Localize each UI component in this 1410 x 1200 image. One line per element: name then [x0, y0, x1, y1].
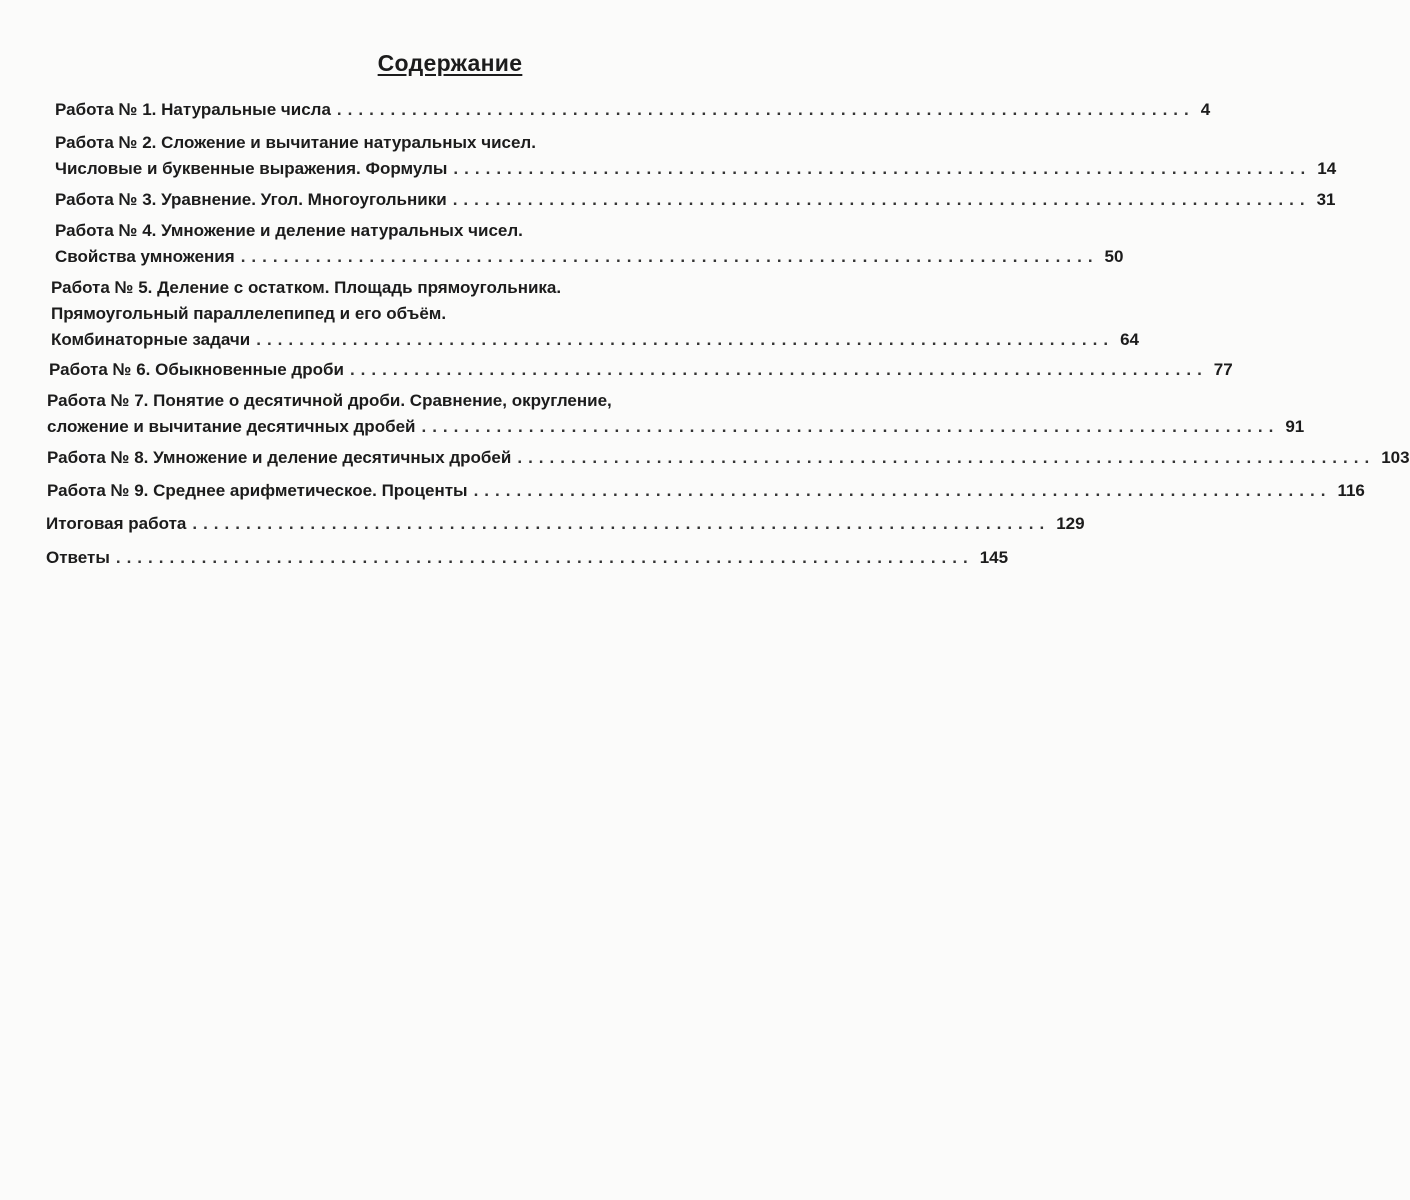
toc-entry — [47, 445, 1410, 471]
toc-entry-line: Работа № 4. Умножение и деление натуральных чисел. — [55, 221, 523, 240]
toc-page-number: 116 — [1337, 481, 1365, 500]
dot-leader: ................................................................................ — [349, 360, 1208, 379]
page-title: Содержание — [377, 50, 523, 76]
toc-entry — [47, 388, 1305, 440]
toc-page-number: 91 — [1285, 417, 1305, 436]
dot-leader: ................................................................................ — [256, 330, 1115, 349]
dot-leader: ................................................................................ — [473, 481, 1332, 500]
dot-leader: ................................................................................ — [452, 190, 1311, 209]
toc-entry-line: Работа № 8. Умножение и деление десятичных дробей — [47, 448, 512, 467]
dot-leader: ................................................................................ — [336, 100, 1195, 119]
toc-entry-line: Прямоугольный параллелепипед и его объём. — [51, 304, 447, 323]
toc-entry-line: Комбинаторные задачи — [51, 330, 251, 349]
toc-entry-line: Работа № 7. Понятие о десятичной дроби. Сравнение, округление, — [47, 391, 612, 410]
toc-entry-line: Работа № 6. Обыкновенные дроби — [49, 360, 344, 379]
dot-leader: ................................................................................ — [115, 548, 974, 567]
toc-entry — [55, 218, 1124, 270]
dot-leader: ................................................................................ — [421, 417, 1280, 436]
toc-entry-line: Работа № 1. Натуральные числа — [55, 100, 331, 119]
toc-entry-line: Ответы — [46, 548, 110, 567]
toc-page-number: 50 — [1104, 247, 1124, 266]
toc-page-number: 4 — [1200, 100, 1211, 119]
toc-entry-line: Работа № 3. Уравнение. Угол. Многоугольники — [55, 190, 447, 209]
toc-entry-line: Итоговая работа — [46, 514, 187, 533]
toc-entry-line: Свойства умножения — [55, 247, 235, 266]
toc-entry-line: Числовые и буквенные выражения. Формулы — [55, 159, 448, 178]
toc-page-number: 103 — [1381, 448, 1410, 467]
toc-entry — [47, 478, 1365, 504]
toc-entry — [55, 187, 1336, 213]
toc-entry — [49, 357, 1233, 383]
toc-entry-line: сложение и вычитание десятичных дробей — [47, 417, 416, 436]
toc-page-number: 64 — [1120, 330, 1139, 349]
toc-entry — [55, 97, 1211, 123]
toc-page-number: 31 — [1316, 190, 1336, 209]
toc-entry-line: Работа № 9. Среднее арифметическое. Проценты — [47, 481, 468, 500]
toc-entry — [46, 545, 1009, 571]
toc-page-number: 145 — [979, 548, 1009, 567]
dot-leader: ................................................................................ — [240, 247, 1099, 266]
toc-entry-line: Работа № 2. Сложение и вычитание натуральных чисел. — [55, 133, 536, 152]
toc-entry-line: Работа № 5. Деление с остатком. Площадь прямоугольника. — [51, 278, 562, 297]
toc-entry — [51, 275, 1139, 353]
toc-page-number: 14 — [1317, 159, 1337, 178]
dot-leader: ................................................................................ — [192, 514, 1051, 533]
toc-entry — [46, 511, 1085, 537]
toc-page-number: 129 — [1056, 514, 1085, 533]
toc-page-number: 77 — [1213, 360, 1233, 379]
dot-leader: ................................................................................ — [517, 448, 1376, 467]
dot-leader: ................................................................................ — [453, 159, 1312, 178]
toc-entry — [55, 130, 1337, 182]
